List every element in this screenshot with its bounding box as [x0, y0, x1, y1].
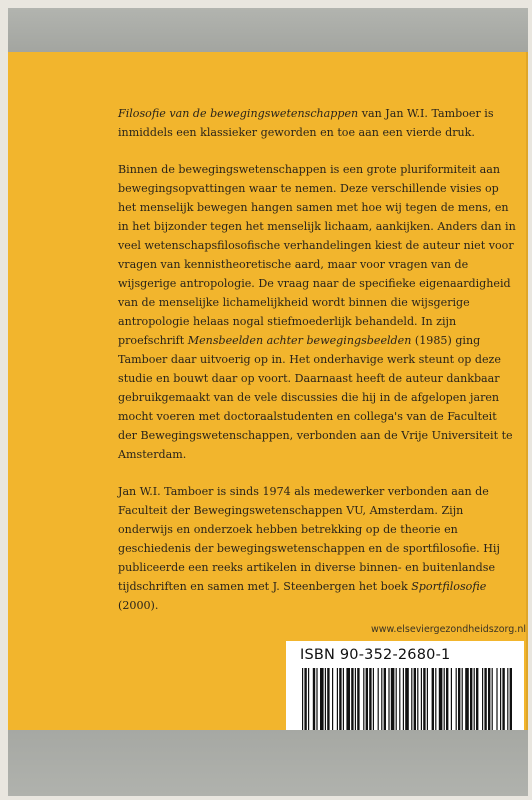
book-back-cover [8, 8, 528, 796]
barcode-bar [470, 668, 472, 734]
barcode-bar [510, 668, 512, 734]
barcode-bar [399, 668, 400, 734]
bottom-grey-band [8, 730, 528, 796]
paragraph-1-text: van Jan W.I. Tamboer is inmiddels een klassieker geworden en toe aan een vierde druk. [118, 107, 494, 139]
barcode-bar [320, 668, 324, 734]
barcode-bar [405, 668, 409, 734]
isbn-number: ISBN 90-352-2680-1 [300, 647, 451, 663]
blurb-paragraph-2 [118, 160, 518, 464]
barcode-bar [308, 668, 309, 734]
barcode-bar [502, 668, 504, 734]
barcode-bar [458, 668, 460, 734]
book-sportfilosofie-italic: Sportfilosofie [411, 580, 487, 593]
barcode-bar [411, 668, 412, 734]
barcode-bar [378, 668, 379, 734]
dissertation-title-italic: Mensbeelden achter bewegingsbeelden [187, 334, 412, 347]
barcode-bar [373, 668, 374, 734]
barcode-bar [444, 668, 445, 734]
barcode-bar [451, 668, 452, 734]
barcode-bar [482, 668, 483, 734]
barcode-bar [488, 668, 490, 734]
barcode-bar [351, 668, 353, 734]
paragraph-3-text-a: Jan W.I. Tamboer is sinds 1974 als medewerker verbonden aan de Faculteit der Bewegingswetenschappen VU, Amsterdam. Zijn onderwijs en onderzoek hebben betrekking op de theorie en geschiedenis der bewegingswetenschappen en de sportfilosofie. Hij publiceerde een reeks artikelen in diverse binnen- en buitenlandse tijdschriften en samen met J. Steenbergen het boek [118, 485, 500, 593]
barcode-bar [427, 668, 428, 734]
barcode-bar [337, 668, 338, 734]
barcode-bar [484, 668, 486, 734]
barcode-bar [492, 668, 493, 734]
publisher-website: www.elseviergezondheidszorg.nl [370, 624, 526, 635]
barcode-bar [366, 668, 368, 734]
barcode-bar [465, 668, 469, 734]
paragraph-2-text-a: Binnen de bewegingswetenschappen is een grote pluriformiteit aan bewegingsopvattingen waar te nemen. Deze verschillende visies op het menselijk bewegen hangen samen met hoe wij tegen de mens, en in het bijzonder tegen het menselijk lichaam, aankijken. Anders dan in veel wetenschapsfilosofische verhandelingen kiest de auteur niet voor vragen van kennistheoretische aard, maar voor vragen van de wijsgerige antropologie. De vraag naar de specifieke eigenaardigheid van de menselijke lichamelijkheid wordt binnen die wijsgerige antropologie helaas nogal stiefmoederlijk behandeld. In zijn proefschrift [118, 163, 516, 347]
barcode-bar [381, 668, 382, 734]
barcode-bar [435, 668, 436, 734]
barcode-bar [500, 668, 501, 734]
barcode-bar [446, 668, 448, 734]
barcode-bar [369, 668, 371, 734]
barcode-bar [388, 668, 389, 734]
barcode-bar [327, 668, 329, 734]
barcode-bar [507, 668, 508, 734]
barcode-bar [384, 668, 386, 734]
top-grey-band [8, 8, 528, 52]
barcode-bar [439, 668, 443, 734]
paragraph-3-text-b: (2000). [118, 599, 159, 612]
barcode-bar [423, 668, 425, 734]
barcode-bar [476, 668, 478, 734]
barcode-bar [414, 668, 416, 734]
barcode-bar [363, 668, 364, 734]
barcode-bar [403, 668, 404, 734]
barcode-bar [355, 668, 356, 734]
barcode-bar [325, 668, 326, 734]
author-bio-paragraph [118, 482, 518, 615]
book-title-italic: Filosofie van de bewegingswetenschappen [118, 107, 359, 120]
barcode-bar [313, 668, 315, 734]
blurb-paragraph-1 [118, 104, 518, 142]
barcode-bar [316, 668, 317, 734]
paragraph-2-text-b: (1985) ging Tamboer daar uitvoerig op in. Het onderhavige werk steunt op deze studie en bouwt daar op voort. Daarnaast heeft de auteur dankbaar gebruikgemaakt van de vele discussies die hij in de afgelopen jaren mocht voeren met doctoraalstudenten en collega's van de Faculteit der Bewegingswetenschappen, verbonden aan de Vrije Universiteit te Amsterdam. [118, 334, 513, 461]
barcode-bar [357, 668, 359, 734]
barcode-bar [332, 668, 333, 734]
barcode-bar [432, 668, 434, 734]
barcode-bar [391, 668, 395, 734]
barcode-bar [496, 668, 497, 734]
barcode-bar [462, 668, 463, 734]
barcode-bar [343, 668, 344, 734]
blurb-text [118, 104, 518, 633]
barcode-bar [396, 668, 397, 734]
barcode-bar [346, 668, 350, 734]
barcode-bar [474, 668, 475, 734]
barcode-bar [456, 668, 457, 734]
barcode-bar [339, 668, 341, 734]
